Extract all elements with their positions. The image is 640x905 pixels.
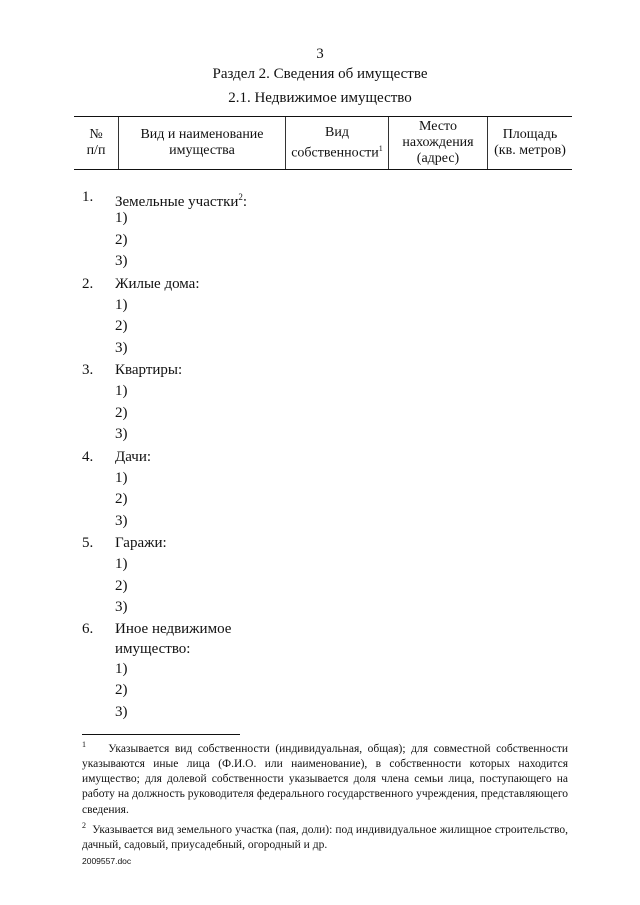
header-location: Место нахождения (адрес) — [389, 117, 488, 170]
category-label: Жилые дома: — [115, 275, 200, 292]
section-title: Раздел 2. Сведения об имуществе — [212, 66, 428, 82]
list-item: 1) — [115, 210, 128, 226]
list-item: 3) — [115, 426, 128, 442]
list-item: 3) — [115, 253, 128, 269]
list-item: 2) — [115, 577, 128, 594]
property-category-list — [82, 186, 362, 723]
list-item: 1) — [115, 556, 128, 572]
list-item: 3) — [115, 703, 128, 720]
footnote-marker: 2 — [82, 820, 86, 830]
footnote-1 — [82, 737, 568, 818]
category-apartments — [82, 359, 362, 446]
footnote-ref-2: 2 — [238, 192, 243, 202]
table-header-row — [74, 117, 572, 170]
footnote-ref-1: 1 — [378, 143, 383, 153]
category-number: 4. — [82, 448, 94, 465]
list-item: 2) — [115, 404, 128, 421]
list-item: 3) — [115, 512, 128, 529]
category-label-line: Иное недвижимое — [115, 620, 232, 637]
category-dachas — [82, 446, 362, 533]
footnote-text: Указывается вид земельного участка (пая, доли): под индивидуальное жилищное строительство, дачный, садовый, приусадебный, огородный и др. — [82, 823, 569, 851]
category-label-line: имущество: — [115, 640, 191, 657]
category-other — [82, 619, 362, 724]
list-item: 3) — [115, 599, 128, 615]
list-item: 1) — [115, 296, 128, 313]
header-kind-name: Вид и наименование имущества — [119, 117, 286, 170]
category-label: Гаражи: — [115, 535, 167, 551]
category-number: 1. — [82, 189, 94, 205]
list-item: 2) — [115, 491, 128, 507]
document-filename: 2009557.doc — [82, 856, 132, 866]
header-ownership: Вид собственности$^1$ — [286, 117, 389, 170]
category-houses — [82, 273, 362, 360]
list-item: 2) — [115, 231, 128, 248]
list-item: 1) — [115, 469, 128, 486]
category-label: Квартиры: — [115, 362, 183, 378]
category-number: 5. — [82, 535, 94, 551]
category-number: 2. — [82, 275, 94, 292]
list-item: 1) — [115, 660, 128, 677]
footnote-2 — [82, 818, 568, 853]
list-item: 1) — [115, 383, 128, 399]
subsection-title: 2.1. Недвижимое имущество — [228, 90, 412, 106]
category-garages — [82, 532, 362, 619]
list-item: 2) — [115, 682, 128, 698]
property-table-header — [74, 116, 572, 170]
category-label: Дачи: — [115, 448, 152, 465]
footnotes — [82, 737, 568, 853]
footnote-text: Указывается вид собственности (индивидуальная, общая); для совместной собственности указываются иные лица (Ф.И.О. или наименование), в собственности которых находится имущество; для долевой собственности указывается доля члена семьи лица, поступающего на работу на должность руководителя федерального государственного учреждения, представляющего сведения. — [82, 742, 569, 816]
header-num: № п/п — [74, 117, 119, 170]
category-land: 1. Земельные участки$^2$: 1) 2) 3) — [82, 186, 362, 273]
list-item: 2) — [115, 318, 128, 334]
header-area: Площадь (кв. метров) — [488, 117, 573, 170]
page-number: 3 — [316, 46, 324, 62]
footnote-separator — [82, 734, 240, 735]
category-label: Земельные участки — [115, 194, 239, 210]
footnote-marker: 1 — [82, 740, 86, 749]
category-number: 3. — [82, 362, 94, 378]
category-number: 6. — [82, 620, 94, 637]
list-item: 3) — [115, 339, 128, 356]
